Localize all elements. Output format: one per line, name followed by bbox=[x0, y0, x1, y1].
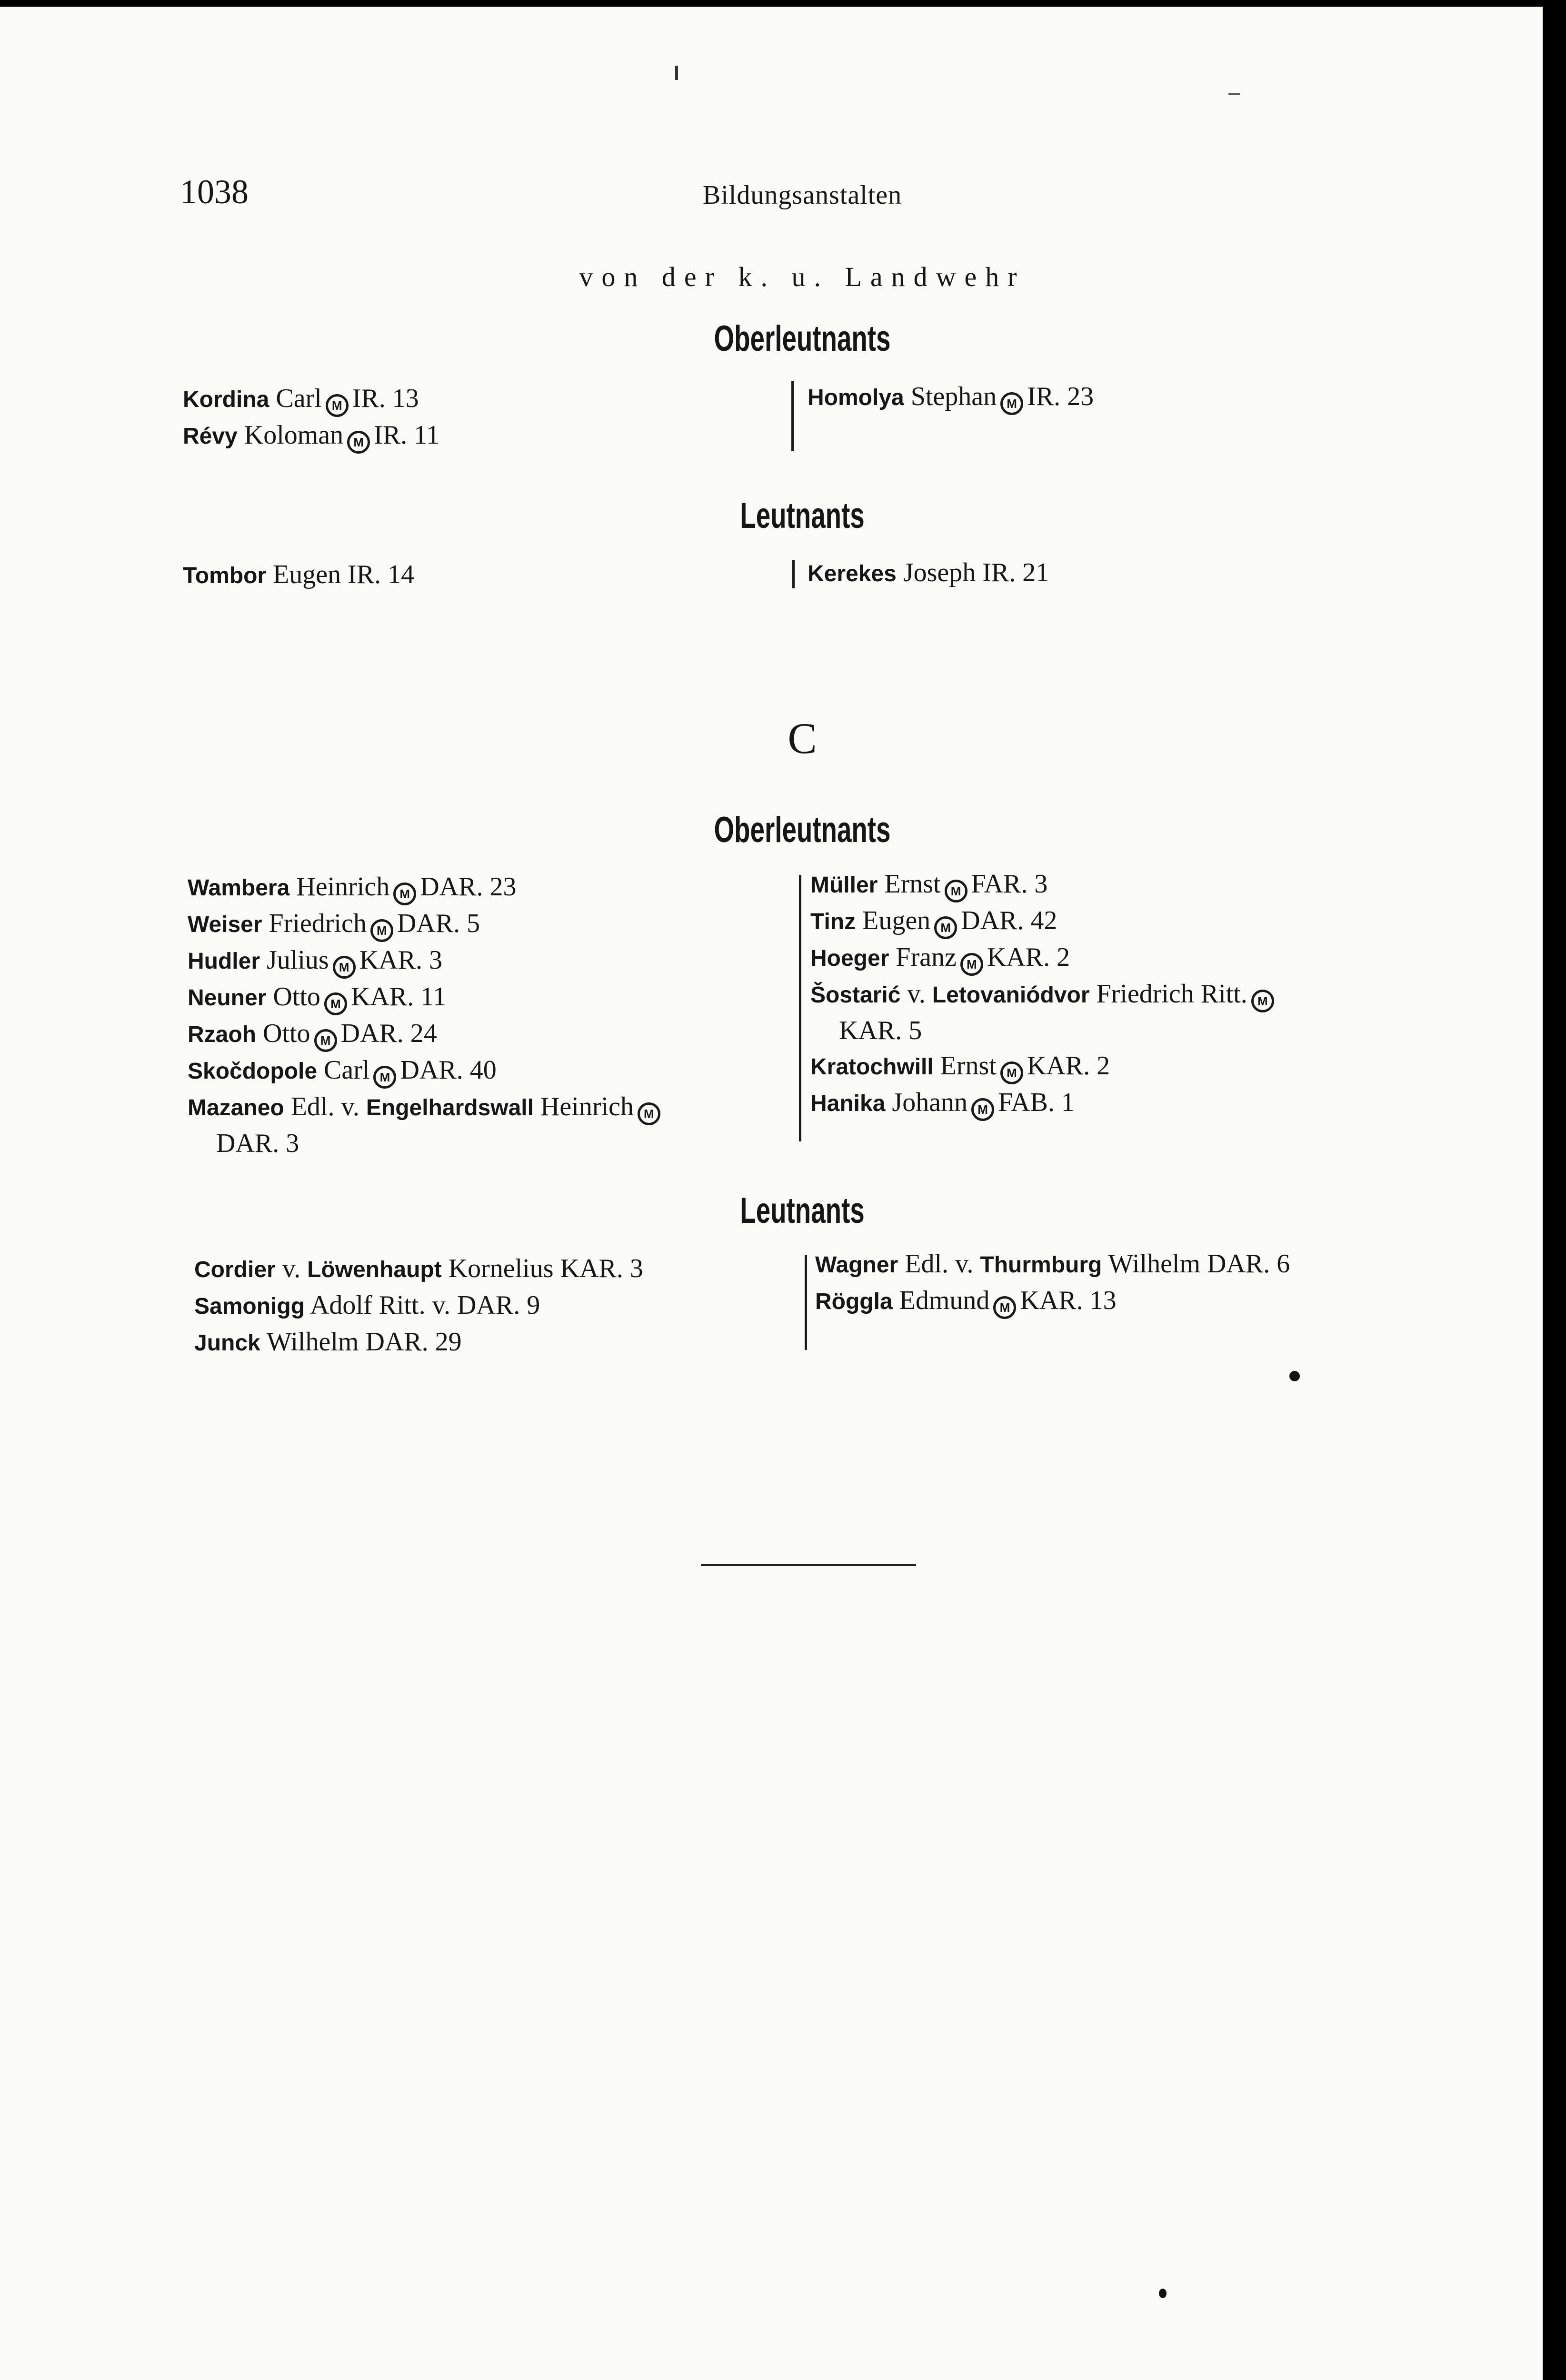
scan-edge bbox=[0, 0, 1566, 7]
entry-unit: DAR. 9 bbox=[457, 1290, 540, 1320]
entry-row bbox=[810, 1048, 1278, 1085]
m-marker-icon: M bbox=[370, 919, 393, 942]
entry-surname-part: Engelhardswall bbox=[366, 1095, 534, 1121]
entry-unit: IR. 14 bbox=[348, 560, 415, 589]
entry-name: Friedrich bbox=[269, 909, 367, 938]
entry-row bbox=[810, 1085, 1278, 1121]
entry-name: Otto bbox=[273, 982, 320, 1012]
entry-unit: DAR. 5 bbox=[397, 909, 480, 938]
entry-unit: KAR. 5 bbox=[839, 1016, 922, 1045]
entry-row bbox=[810, 976, 1278, 1013]
entry-name: Ernst bbox=[884, 869, 941, 899]
entry-row bbox=[188, 942, 664, 979]
entry-unit: DAR. 6 bbox=[1207, 1249, 1290, 1279]
m-marker-icon: M bbox=[1000, 392, 1023, 415]
block4-right-column bbox=[815, 1246, 1290, 1319]
entry-row bbox=[815, 1283, 1290, 1319]
entry-surname: Hudler bbox=[188, 949, 260, 974]
column-divider bbox=[805, 1255, 807, 1350]
entry-row bbox=[194, 1251, 643, 1288]
block1-left-column bbox=[183, 381, 439, 454]
entry-name: Edl. v. bbox=[290, 1092, 359, 1121]
entry-unit: IR. 11 bbox=[374, 420, 440, 450]
entry-row bbox=[183, 557, 414, 594]
entry-surname-part: Thurmburg bbox=[980, 1252, 1102, 1278]
entry-surname: Rzaoh bbox=[188, 1022, 256, 1047]
entry-row bbox=[810, 866, 1278, 903]
entry-name: Edl. v. bbox=[905, 1249, 974, 1279]
page-number: 1038 bbox=[180, 173, 249, 211]
entry-name: Otto bbox=[263, 1019, 310, 1048]
m-marker-icon: M bbox=[326, 394, 349, 417]
heading-leutnants-2: Leutnants bbox=[740, 1190, 865, 1231]
entry-unit: DAR. 24 bbox=[340, 1019, 437, 1048]
entry-row bbox=[810, 940, 1278, 976]
heading-leutnants-1: Leutnants bbox=[740, 496, 865, 536]
entry-unit: KAR. 2 bbox=[1027, 1051, 1110, 1081]
m-marker-icon: M bbox=[1000, 1061, 1023, 1084]
entry-row bbox=[188, 906, 664, 942]
entry-name-part: Heinrich bbox=[540, 1092, 634, 1121]
end-rule bbox=[701, 1564, 916, 1566]
entry-unit: DAR. 23 bbox=[420, 872, 517, 902]
entry-surname: Kordina bbox=[183, 387, 269, 412]
block3-left-column bbox=[188, 869, 664, 1161]
column-divider bbox=[791, 381, 794, 451]
entry-unit: IR. 21 bbox=[982, 558, 1049, 587]
entry-row bbox=[188, 979, 664, 1016]
entry-surname: Tinz bbox=[810, 909, 856, 934]
entry-surname: Röggla bbox=[815, 1289, 893, 1314]
entry-surname: Hanika bbox=[810, 1091, 886, 1116]
block1-right-column bbox=[808, 379, 1094, 416]
entry-unit: DAR. 40 bbox=[400, 1055, 497, 1085]
entry-name: Koloman bbox=[244, 420, 344, 450]
entry-surname-part: Letovaniódvor bbox=[932, 982, 1090, 1008]
entry-surname: Junck bbox=[194, 1330, 260, 1356]
entry-unit: KAR. 13 bbox=[1020, 1286, 1117, 1315]
entry-name-part: Wilhelm bbox=[1108, 1249, 1201, 1279]
entry-name: Edmund bbox=[899, 1286, 990, 1315]
m-marker-icon: M bbox=[993, 1296, 1016, 1319]
entry-row bbox=[815, 1246, 1290, 1283]
heading-oberleutnants-1: Oberleutnants bbox=[714, 318, 891, 359]
running-title: Bildungsanstalten bbox=[702, 180, 902, 210]
entry-surname: Šostarić bbox=[810, 982, 901, 1008]
block3-right-column bbox=[810, 866, 1278, 1121]
column-divider bbox=[792, 560, 795, 588]
block4-left-column bbox=[194, 1251, 643, 1361]
print-speck bbox=[1228, 93, 1240, 95]
entry-row bbox=[188, 1089, 664, 1126]
entry-unit: KAR. 3 bbox=[359, 945, 442, 975]
block2-left-column bbox=[183, 557, 414, 594]
entry-unit: KAR. 2 bbox=[987, 942, 1070, 972]
entry-name-part: Kornelius bbox=[448, 1254, 554, 1283]
entry-row bbox=[808, 379, 1094, 416]
entry-unit: IR. 23 bbox=[1027, 382, 1094, 411]
m-marker-icon: M bbox=[393, 883, 416, 905]
entry-unit: DAR. 3 bbox=[216, 1129, 299, 1158]
entry-unit: KAR. 3 bbox=[560, 1254, 643, 1283]
print-speck bbox=[1289, 1371, 1300, 1381]
entry-name: Carl bbox=[276, 384, 322, 413]
entry-row bbox=[183, 381, 439, 417]
print-speck bbox=[675, 66, 678, 80]
entry-surname: Tombor bbox=[183, 563, 267, 588]
entry-surname: Homolya bbox=[808, 385, 904, 410]
entry-row bbox=[188, 1052, 664, 1089]
entry-row bbox=[194, 1288, 643, 1324]
entry-name-part: Friedrich Ritt. bbox=[1096, 979, 1247, 1009]
entry-name: Ernst bbox=[940, 1051, 997, 1081]
m-marker-icon: M bbox=[333, 956, 356, 979]
entry-name: Stephan bbox=[910, 382, 997, 411]
entry-unit: FAB. 1 bbox=[998, 1088, 1075, 1117]
entry-row bbox=[808, 555, 1049, 592]
entry-surname: Cordier bbox=[194, 1257, 276, 1282]
entry-row bbox=[194, 1324, 643, 1361]
entry-row-continuation bbox=[188, 1126, 664, 1161]
entry-unit: KAR. 11 bbox=[350, 982, 447, 1012]
entry-surname: Mazaneo bbox=[188, 1095, 284, 1121]
letter-heading-c: C bbox=[788, 714, 817, 763]
entry-surname: Kerekes bbox=[808, 561, 897, 586]
entry-name: Franz bbox=[896, 942, 957, 972]
m-marker-icon: M bbox=[347, 431, 370, 454]
entry-surname: Müller bbox=[810, 873, 878, 898]
entry-name: Johann bbox=[892, 1088, 968, 1117]
entry-name: Carl bbox=[324, 1055, 370, 1085]
entry-surname: Révy bbox=[183, 424, 238, 449]
entry-surname: Hoeger bbox=[810, 946, 889, 971]
block2-right-column bbox=[808, 555, 1049, 592]
entry-row-continuation bbox=[810, 1013, 1278, 1048]
entry-surname: Skočdopole bbox=[188, 1059, 318, 1084]
entry-unit: DAR. 42 bbox=[961, 906, 1057, 935]
m-marker-icon: M bbox=[945, 880, 968, 902]
m-marker-icon: M bbox=[324, 992, 347, 1015]
entry-unit: DAR. 29 bbox=[365, 1327, 462, 1357]
entry-surname: Wagner bbox=[815, 1252, 898, 1278]
entry-surname: Kratochwill bbox=[810, 1054, 934, 1080]
entry-name: Heinrich bbox=[296, 872, 390, 902]
entry-surname: Weiser bbox=[188, 912, 262, 937]
entry-row bbox=[188, 1016, 664, 1052]
heading-oberleutnants-2: Oberleutnants bbox=[714, 810, 891, 850]
entry-surname: Neuner bbox=[188, 985, 267, 1011]
entry-surname-part: Löwenhaupt bbox=[307, 1257, 442, 1282]
entry-row bbox=[183, 417, 439, 454]
entry-row bbox=[810, 903, 1278, 940]
m-marker-icon: M bbox=[314, 1029, 337, 1052]
scan-edge bbox=[1543, 0, 1566, 2380]
entry-name: Eugen bbox=[862, 906, 931, 935]
entry-unit: IR. 13 bbox=[352, 384, 419, 413]
m-marker-icon: M bbox=[971, 1098, 994, 1121]
print-speck bbox=[1159, 2289, 1167, 2298]
entry-name: Eugen bbox=[273, 560, 341, 589]
entry-unit: FAR. 3 bbox=[971, 869, 1048, 899]
entry-name: Joseph bbox=[903, 558, 976, 587]
entry-surname: Wambera bbox=[188, 875, 290, 901]
entry-surname: Samonigg bbox=[194, 1294, 305, 1319]
entry-name: Julius bbox=[267, 945, 329, 975]
m-marker-icon: M bbox=[373, 1066, 396, 1089]
column-divider bbox=[799, 875, 801, 1141]
m-marker-icon: M bbox=[934, 916, 957, 939]
entry-name: Wilhelm bbox=[266, 1327, 359, 1357]
m-marker-icon: M bbox=[960, 953, 983, 976]
entry-name: v. bbox=[907, 979, 926, 1009]
m-marker-icon: M bbox=[638, 1102, 660, 1125]
section-subtitle: von der k. u. Landwehr bbox=[579, 261, 1026, 292]
entry-name: v. bbox=[282, 1254, 301, 1283]
entry-row bbox=[188, 869, 664, 906]
m-marker-icon: M bbox=[1251, 990, 1274, 1012]
entry-name: Adolf Ritt. v. bbox=[309, 1290, 450, 1320]
